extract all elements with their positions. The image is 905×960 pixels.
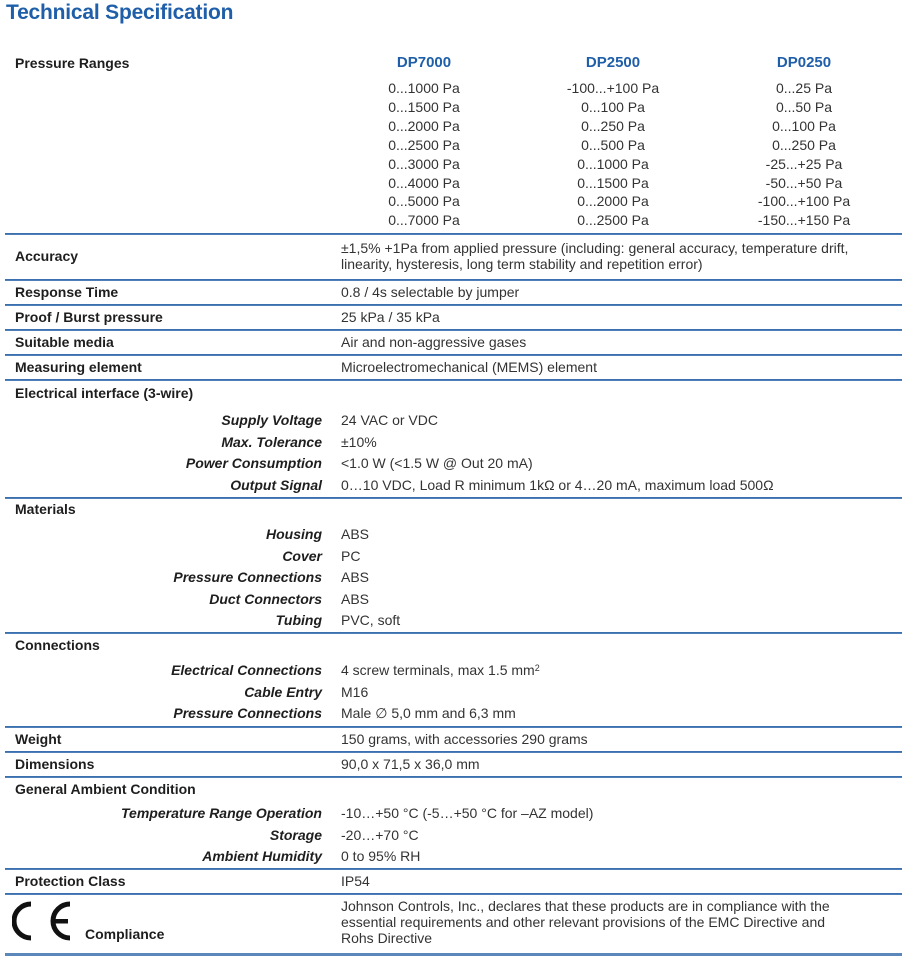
ambient-humidity-value: 0 to 95% RH <box>341 848 421 864</box>
ambient-condition-label: General Ambient Condition <box>15 781 196 797</box>
divider <box>5 304 902 306</box>
electrical-connections-text: 4 screw terminals, max 1.5 mm <box>341 662 535 678</box>
proof-burst-value: 25 kPa / 35 kPa <box>341 309 440 325</box>
range-value: 0...500 Pa <box>581 136 645 153</box>
divider <box>5 953 902 956</box>
range-value: -100...+100 Pa <box>757 193 851 210</box>
range-value: 0...1500 Pa <box>577 174 649 191</box>
divider <box>5 497 902 499</box>
range-value: -100...+100 Pa <box>566 80 660 96</box>
tubing-label: Tubing <box>275 612 322 628</box>
measuring-element-label: Measuring element <box>15 359 142 375</box>
weight-label: Weight <box>15 731 62 747</box>
supply-voltage-label: Supply Voltage <box>221 412 322 428</box>
range-value: 0...3000 Pa <box>388 155 460 172</box>
range-value: 0...1000 Pa <box>388 80 460 96</box>
materials-label: Materials <box>15 501 76 517</box>
model-column-dp2500 <box>538 54 688 230</box>
connections-label: Connections <box>15 637 100 653</box>
protection-class-value: IP54 <box>341 873 370 889</box>
range-value: 0...100 Pa <box>581 98 645 115</box>
temperature-range-label: Temperature Range Operation <box>121 805 322 821</box>
range-value: 0...100 Pa <box>772 117 836 134</box>
duct-connectors-value: ABS <box>341 591 370 607</box>
max-tolerance-label: Max. Tolerance <box>221 434 322 450</box>
model-name: DP2500 <box>585 54 641 71</box>
temperature-range-value: -10…+50 °C (-5…+50 °C for –AZ model) <box>341 805 594 821</box>
model-name: DP7000 <box>396 54 452 71</box>
ambient-humidity-label: Ambient Humidity <box>202 848 322 864</box>
range-value: 0...2500 Pa <box>388 136 460 153</box>
dimensions-label: Dimensions <box>15 756 95 772</box>
power-consumption-label: Power Consumption <box>185 455 322 471</box>
response-time-value: 0.8 / 4s selectable by jumper <box>341 284 520 300</box>
cable-entry-label: Cable Entry <box>244 684 322 700</box>
range-value: -25...+25 Pa <box>765 155 843 172</box>
compliance-label: Compliance <box>85 926 165 942</box>
range-value: 0...7000 Pa <box>388 212 460 229</box>
compliance-text <box>341 898 830 946</box>
range-value: 0...4000 Pa <box>388 174 460 191</box>
compliance-line: Rohs Directive <box>341 930 433 946</box>
cable-entry-value: M16 <box>341 684 369 700</box>
range-value: 0...50 Pa <box>775 98 833 115</box>
divider <box>5 776 902 778</box>
range-value: 0...5000 Pa <box>388 193 460 210</box>
power-consumption-value: <1.0 W (<1.5 W @ Out 20 mA) <box>341 455 533 471</box>
divider <box>5 233 902 235</box>
divider <box>5 868 902 870</box>
range-value: 0...1500 Pa <box>388 98 460 115</box>
ce-mark-icon <box>12 901 78 941</box>
max-tolerance-value: ±10% <box>341 434 377 450</box>
pressure-connections-material-value: ABS <box>341 569 370 585</box>
suitable-media-label: Suitable media <box>15 334 114 350</box>
measuring-element-value: Microelectromechanical (MEMS) element <box>341 359 597 375</box>
model-column-dp0250 <box>729 54 879 230</box>
tubing-value: PVC, soft <box>341 612 401 628</box>
model-name: DP0250 <box>776 54 832 71</box>
divider <box>5 279 902 281</box>
pressure-connections-material-label: Pressure Connections <box>173 569 322 585</box>
weight-value: 150 grams, with accessories 290 grams <box>341 731 588 747</box>
divider <box>5 632 902 634</box>
output-signal-value: 0…10 VDC, Load R minimum 1kΩ or 4…20 mA, maximum load 500Ω <box>341 477 774 493</box>
supply-voltage-value: 24 VAC or VDC <box>341 412 438 428</box>
suitable-media-value: Air and non-aggressive gases <box>341 334 527 350</box>
compliance-line: essential requirements and other relevant provisions of the EMC Directive and <box>341 914 826 930</box>
divider <box>5 893 902 895</box>
divider <box>5 379 902 381</box>
protection-class-label: Protection Class <box>15 873 126 889</box>
duct-connectors-label: Duct Connectors <box>209 591 322 607</box>
range-value: 0...2000 Pa <box>577 193 649 210</box>
pressure-ranges-label: Pressure Ranges <box>15 55 130 71</box>
page-title: Technical Specification <box>6 1 234 24</box>
cover-label: Cover <box>282 548 322 564</box>
cover-value: PC <box>341 548 361 564</box>
divider <box>5 329 902 331</box>
electrical-interface-label: Electrical interface (3-wire) <box>15 385 194 401</box>
range-value: 0...250 Pa <box>772 136 836 153</box>
response-time-label: Response Time <box>15 284 119 300</box>
divider <box>5 354 902 356</box>
pressure-connections-value: Male ∅ 5,0 mm and 6,3 mm <box>341 705 516 721</box>
electrical-connections-label: Electrical Connections <box>171 662 322 678</box>
model-column-dp7000 <box>349 54 499 230</box>
accuracy-label: Accuracy <box>15 248 79 264</box>
electrical-connections-value <box>341 661 540 679</box>
divider <box>5 751 902 753</box>
housing-value: ABS <box>341 526 370 542</box>
dimensions-value: 90,0 x 71,5 x 36,0 mm <box>341 756 480 772</box>
divider <box>5 726 902 728</box>
range-value: 0...25 Pa <box>775 80 833 96</box>
range-value: 0...1000 Pa <box>577 155 649 172</box>
range-value: 0...2500 Pa <box>577 212 649 229</box>
storage-value: -20…+70 °C <box>341 827 419 843</box>
pressure-connections-label: Pressure Connections <box>173 705 322 721</box>
compliance-line: Johnson Controls, Inc., declares that these products are in compliance with the <box>341 898 830 914</box>
range-value: 0...250 Pa <box>581 117 645 134</box>
output-signal-label: Output Signal <box>230 477 322 493</box>
storage-label: Storage <box>269 827 322 843</box>
proof-burst-label: Proof / Burst pressure <box>15 309 163 325</box>
range-value: -50...+50 Pa <box>765 174 843 191</box>
housing-label: Housing <box>266 526 322 542</box>
range-value: -150...+150 Pa <box>757 212 851 229</box>
accuracy-value: ±1,5% +1Pa from applied pressure (including: general accuracy, temperature drift, linearity, hysteresis, long term stability and repetition error) <box>341 240 849 272</box>
superscript: 2 <box>534 663 540 673</box>
range-value: 0...2000 Pa <box>388 117 460 134</box>
